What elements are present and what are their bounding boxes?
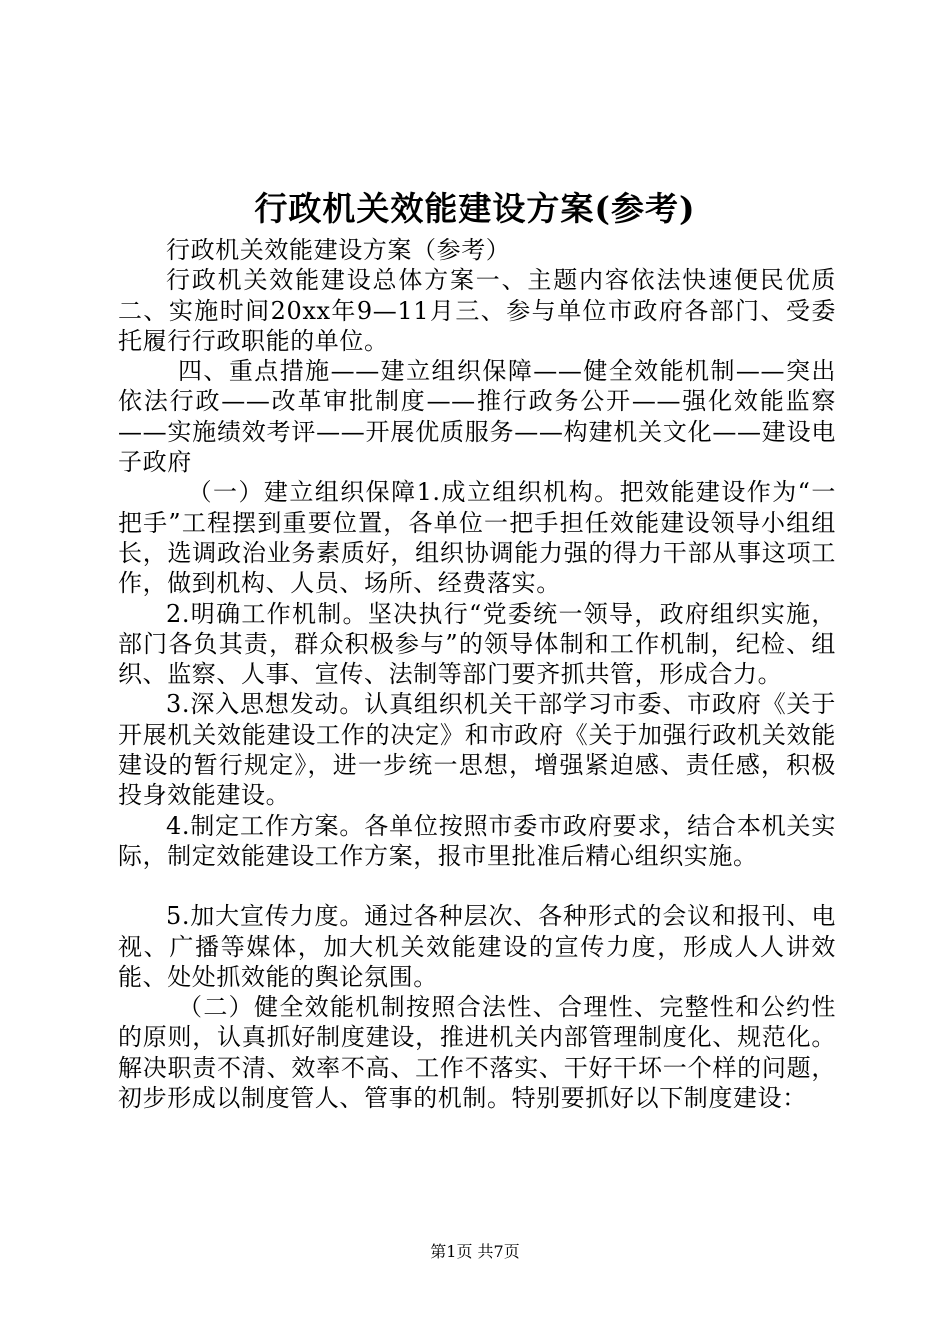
paragraph-item-3: 3.深入思想发动。认真组织机关干部学习市委、市政府《关于开展机关效能建设工作的决定》和市政府《关于加强行政机关效能建设的暂行规定》，进一步统一思想，增强紧迫感、责任感，积极投身效能建设。 — [118, 690, 836, 810]
paragraph-section-two: （二）健全效能机制按照合法性、合理性、完整性和公约性的原则，认真抓好制度建设，推进机关内部管理制度化、规范化。解决职责不清、效率不高、工作不落实、干好干坏一个样的问题，初步形成以制度管人、管事的机制。特别要抓好以下制度建设： — [118, 993, 836, 1113]
page-number-footer: 第1页 共7页 — [430, 1242, 520, 1261]
paragraph-item-5: 5.加大宣传力度。通过各种层次、各种形式的会议和报刊、电视、广播等媒体，加大机关效能建设的宣传力度，形成人人讲效能、处处抓效能的舆论氛围。 — [118, 902, 836, 991]
paragraph-subtitle: 行政机关效能建设方案（参考） — [166, 236, 511, 264]
document-body — [118, 235, 836, 1113]
paragraph-gap — [118, 871, 836, 901]
paragraph-overview: 行政机关效能建设总体方案一、主题内容依法快速便民优质二、实施时间20xx年9—11月三、参与单位市政府各部门、受委托履行行政职能的单位。 — [118, 266, 836, 355]
paragraph-section-one: （一）建立组织保障1.成立组织机构。把效能建设作为“一把手”工程摆到重要位置，各单位一把手担任效能建设领导小组组长，选调政治业务素质好，组织协调能力强的得力干部从事这项工作，做到机构、人员、场所、经费落实。 — [118, 478, 836, 598]
paragraph-item-4: 4.制定工作方案。各单位按照市委市政府要求，结合本机关实际，制定效能建设工作方案，报市里批准后精心组织实施。 — [118, 811, 836, 870]
paragraph-item-2: 2.明确工作机制。坚决执行“党委统一领导，政府组织实施，部门各负其责，群众积极参与”的领导体制和工作机制，纪检、组织、监察、人事、宣传、法制等部门要齐抓共管，形成合力。 — [118, 599, 836, 689]
document-title: 行政机关效能建设方案(参考) — [254, 189, 696, 228]
paragraph-key-measures: 四、重点措施——建立组织保障——健全效能机制——突出依法行政——改革审批制度——推行政务公开——强化效能监察——实施绩效考评——开展优质服务——构建机关文化——建设电子政府 — [118, 357, 836, 477]
